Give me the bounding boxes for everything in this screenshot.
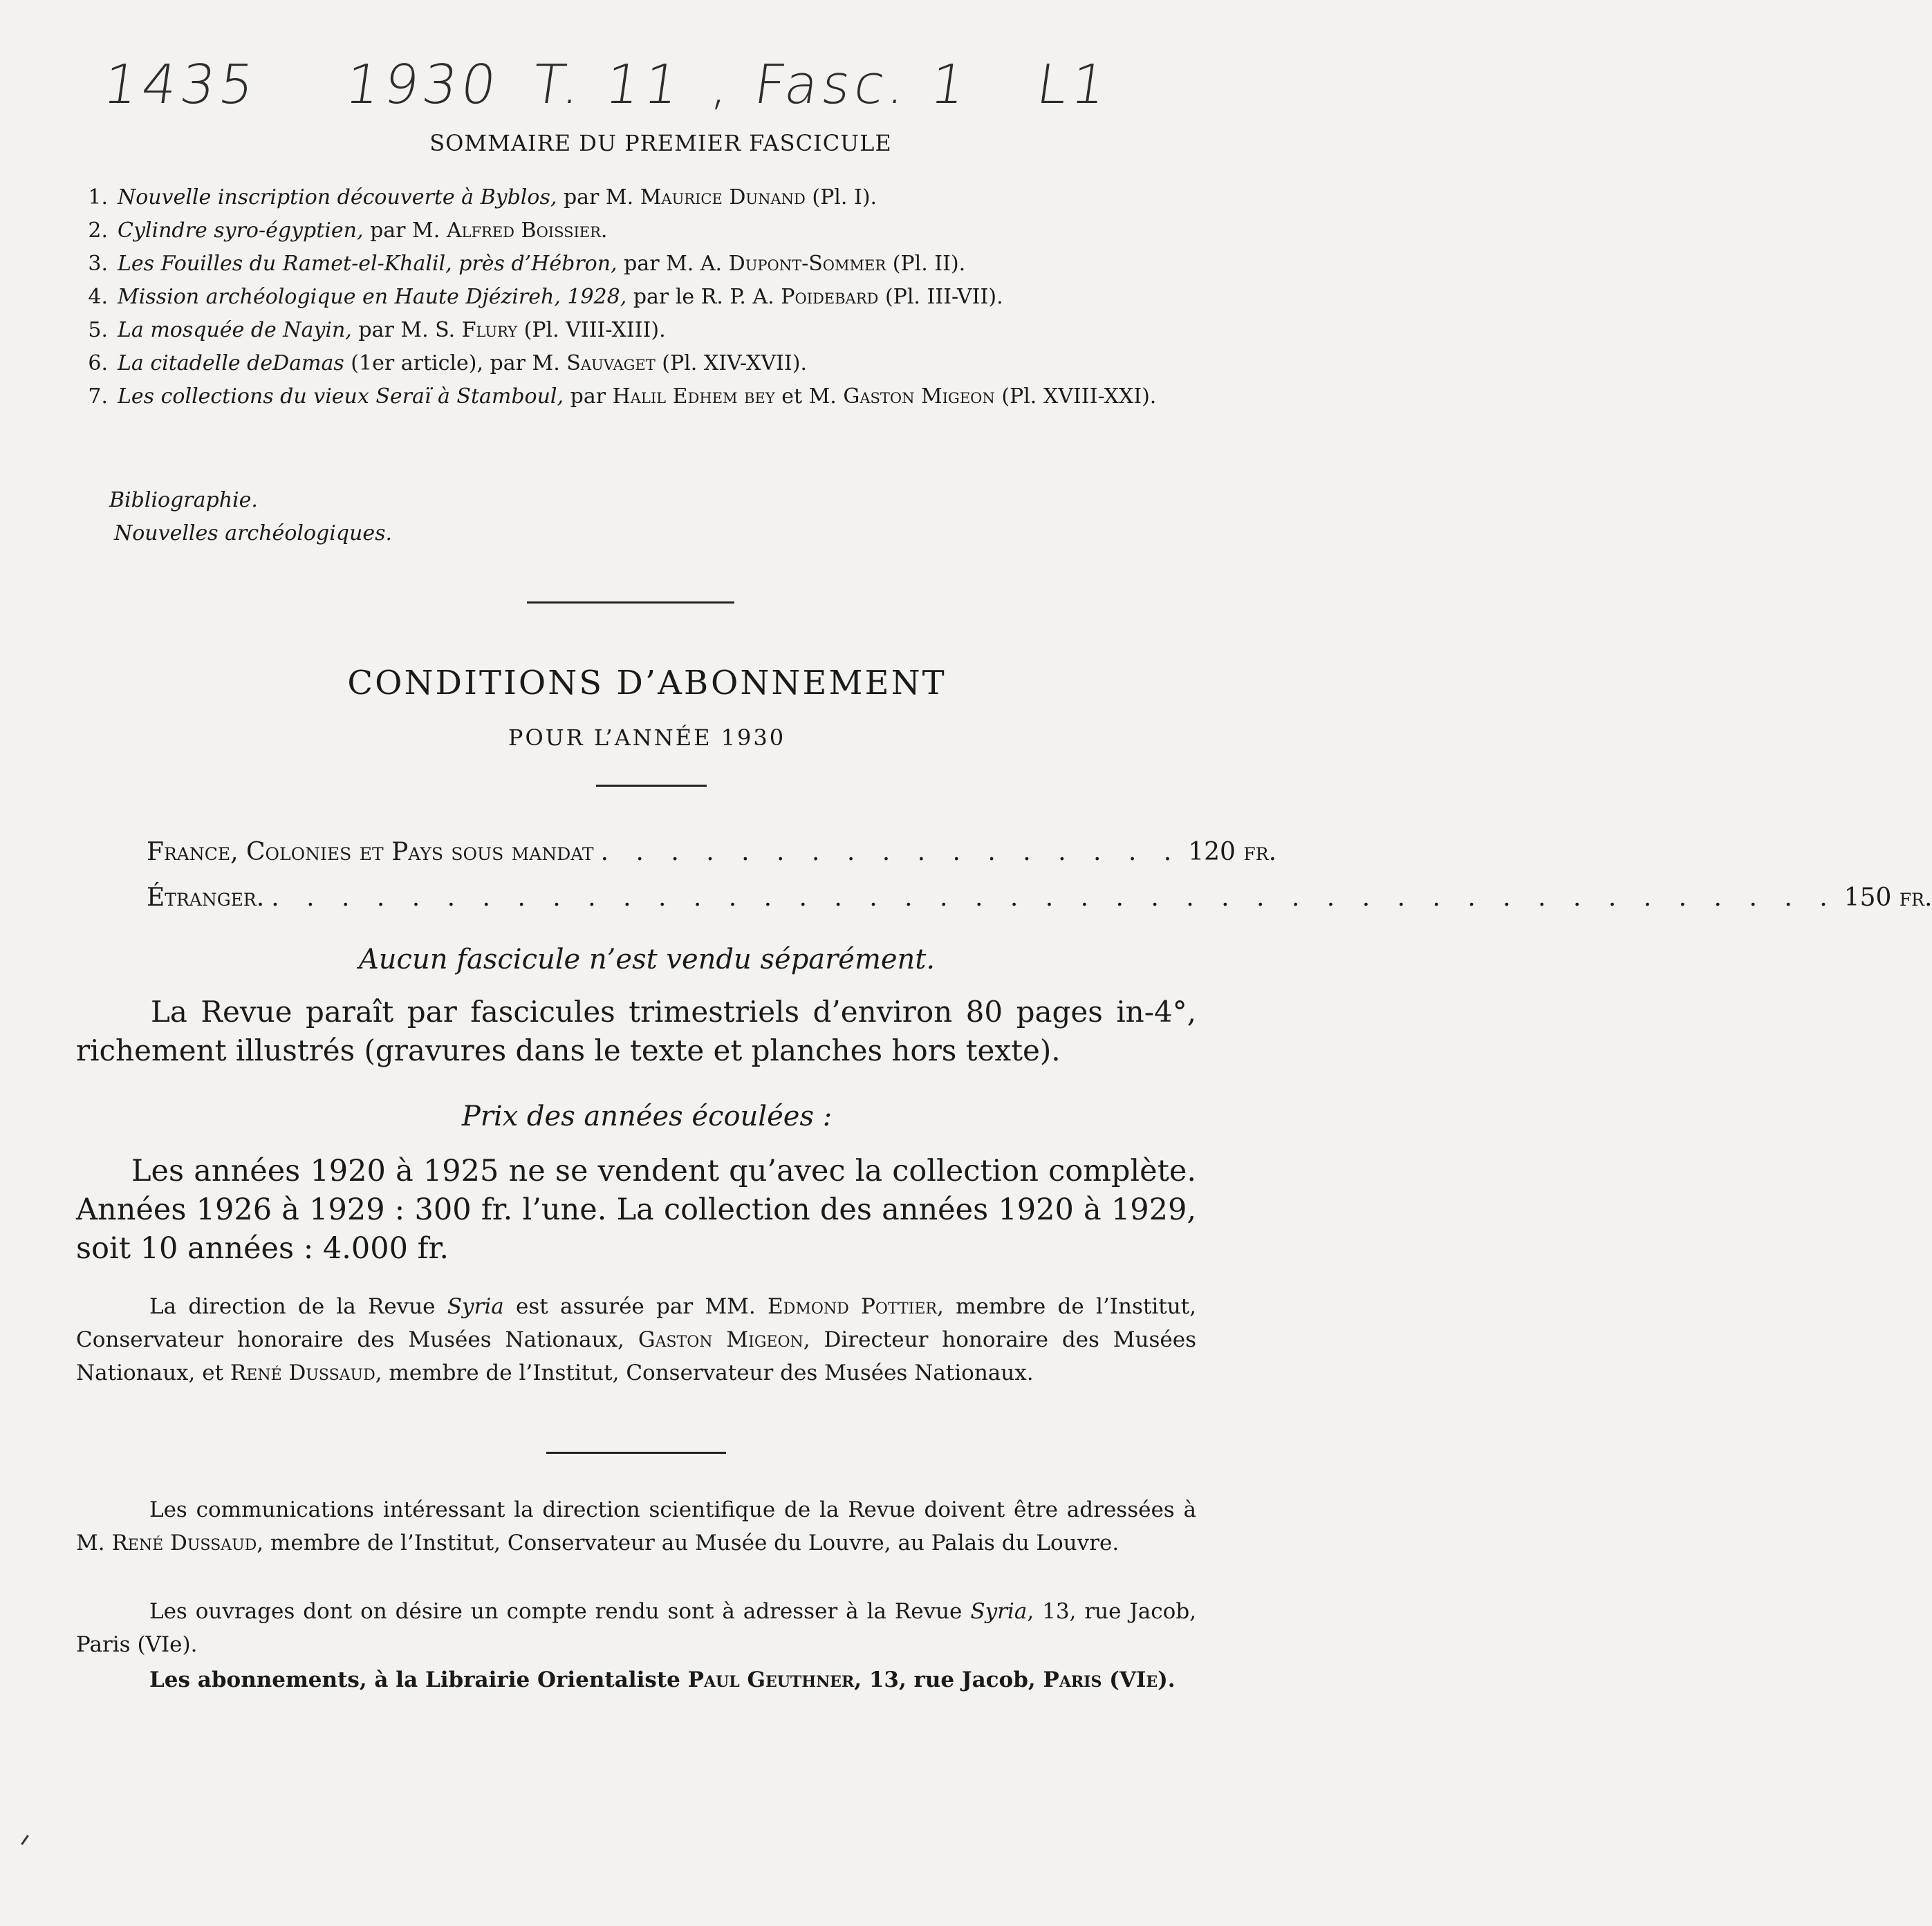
dot-leader: . . . . . . . . . . . . . . . . . [600, 838, 1182, 866]
toc-plates: (Pl. XVIII-XXI). [1001, 384, 1157, 409]
toc-number: 6. [88, 351, 108, 375]
pencil-mark [21, 1835, 29, 1845]
toc-plates: (Pl. VIII-XIII). [523, 318, 666, 342]
abonnements-text: , 13, rue Jacob, [854, 1667, 1036, 1692]
direction-text: La direction de la Revue [149, 1294, 436, 1319]
toc-number: 7. [88, 384, 108, 409]
syria-title: Syria [447, 1294, 504, 1319]
toc-author: Flury [461, 318, 518, 342]
price-value: 150 fr. [1843, 883, 1932, 912]
abonnements-text: Les abonnements, à la Librairie Orientaliste [149, 1667, 680, 1692]
toc-author: Dupont-Sommer [728, 252, 886, 276]
direction-text: , membre de l’Institut, Conservateur des Musées Nationaux. [375, 1361, 1034, 1385]
toc-by: par [570, 384, 606, 409]
dot-leader: . . . . . . . . . . . . . . . . . . . . . . . . . . . . . . . . . . . . . . . . . . . . . [271, 883, 1837, 912]
toc-by-2: et M. [781, 384, 837, 409]
toc-item [76, 347, 1196, 380]
toc-author: Maurice Dunand [640, 185, 806, 209]
toc-author: Alfred Boissier. [446, 218, 608, 243]
divider-rule [596, 785, 707, 787]
divider-rule [527, 601, 734, 604]
handwritten-fascicle: , Fasc. 1 [707, 54, 974, 116]
toc-title: Cylindre syro-égyptien, [118, 218, 364, 243]
price-row-france [147, 838, 1277, 866]
toc-title: Les Fouilles du Ramet-el-Khalil, près d’Hébron, [118, 252, 617, 276]
toc-number: 4. [88, 285, 108, 309]
toc-by: (1er article), par M. [351, 351, 560, 375]
conditions-title: CONDITIONS D’ABONNEMENT [347, 664, 947, 702]
toc-by: par M. [563, 185, 634, 209]
toc-by: par M. A. [624, 252, 723, 276]
price-label: Étranger. [147, 883, 265, 912]
handwritten-number: 1435 [99, 54, 262, 116]
handwritten-code: L1 [1032, 54, 1115, 116]
nouvelles-entry: Nouvelles archéologiques. [114, 521, 393, 545]
toc-item [76, 314, 1196, 347]
toc-item [76, 181, 1196, 214]
bibliographie-entry: Bibliographie. [109, 488, 258, 512]
communications-text: , membre de l’Institut, Conservateur au Musée du Louvre, au Palais du Louvre. [257, 1531, 1120, 1555]
sommaire-title: SOMMAIRE DU PREMIER FASCICULE [429, 130, 892, 156]
person-name: Edmond Pottier [768, 1294, 937, 1319]
toc-number: 3. [88, 252, 108, 276]
toc-item [76, 247, 1196, 281]
toc-by: par M. [370, 218, 440, 243]
toc-plates: (Pl. I). [812, 185, 877, 209]
abonnements-paragraph [76, 1663, 1196, 1696]
toc-title: Nouvelle inscription découverte à Byblos, [118, 185, 557, 209]
ouvrages-paragraph [76, 1595, 1196, 1661]
person-name: René Dussaud [111, 1531, 257, 1555]
toc-title: La mosquée de Nayin, [118, 318, 352, 342]
communications-text: Les communications intéressant la direction scientifique de la Revue doivent être adressées à M. [76, 1497, 1196, 1555]
ouvrages-text: , 13, rue Jacob, Paris (VIe). [76, 1599, 1197, 1657]
city-name: Paris (VIe). [1043, 1667, 1176, 1692]
toc-plates: (Pl. III-VII). [884, 285, 1003, 309]
prix-title: Prix des années écoulées : [461, 1101, 833, 1132]
toc-by: par le R. P. A. [633, 285, 774, 309]
toc-author: Sauvaget [566, 351, 656, 375]
toc-plates: (Pl. II). [892, 252, 966, 276]
toc-item [76, 380, 1196, 413]
toc-title: Mission archéologique en Haute Djézireh, 1928, [118, 285, 627, 309]
divider-rule [546, 1452, 726, 1454]
price-label: France, Colonies et Pays sous mandat [147, 838, 594, 866]
toc-author-2: Gaston Migeon [843, 384, 995, 409]
conditions-subtitle: POUR L’ANNÉE 1930 [508, 724, 786, 751]
communications-paragraph [76, 1493, 1196, 1560]
handwritten-year: 1930 [341, 54, 504, 116]
toc-author: Halil Edhem bey [612, 384, 775, 409]
handwritten-tome: T. 11 [528, 54, 687, 116]
direction-text: , membre de l’Institut, Conservateur honoraire des Musées Nationaux, [76, 1294, 1196, 1352]
publisher-name: Paul Geuthner [687, 1667, 855, 1692]
syria-title: Syria [970, 1599, 1028, 1624]
direction-text: , Directeur honoraire des Musées Nationaux, et [76, 1327, 1197, 1385]
table-of-contents [76, 181, 1196, 413]
direction-paragraph [76, 1290, 1196, 1390]
handwritten-shelfmark [99, 54, 1182, 130]
toc-item [76, 281, 1196, 314]
person-name: René Dussaud [230, 1361, 375, 1385]
revue-paragraph: La Revue paraît par fascicules trimestriels d’environ 80 pages in-4°, richement illustrés (gravures dans le texte et planches hors texte). [76, 995, 1196, 1067]
toc-title: La citadelle deDamas [118, 351, 344, 375]
toc-number: 2. [88, 218, 108, 243]
toc-number: 5. [88, 318, 108, 342]
toc-item [76, 214, 1196, 247]
price-row-etranger [147, 883, 1932, 912]
person-name: Gaston Migeon [638, 1327, 804, 1352]
no-single-issue-note: Aucun fascicule n’est vendu séparément. [358, 944, 936, 975]
price-value: 120 fr. [1188, 838, 1277, 866]
ouvrages-text: Les ouvrages dont on désire un compte rendu sont à adresser à la Revue [149, 1599, 963, 1624]
toc-author: Poidebard [781, 285, 879, 309]
toc-title: Les collections du vieux Seraï à Stamboul, [118, 384, 564, 409]
prix-paragraph: Les années 1920 à 1925 ne se vendent qu’avec la collection complète. Années 1926 à 1929 : 300 fr. l’une. La collection des années 1920 à 1929, soit 10 années : 4.000 fr. [76, 1154, 1196, 1266]
toc-plates: (Pl. XIV-XVII). [662, 351, 807, 375]
direction-text: est assurée par MM. [516, 1294, 756, 1319]
toc-by: par M. S. [358, 318, 456, 342]
toc-number: 1. [88, 185, 108, 209]
